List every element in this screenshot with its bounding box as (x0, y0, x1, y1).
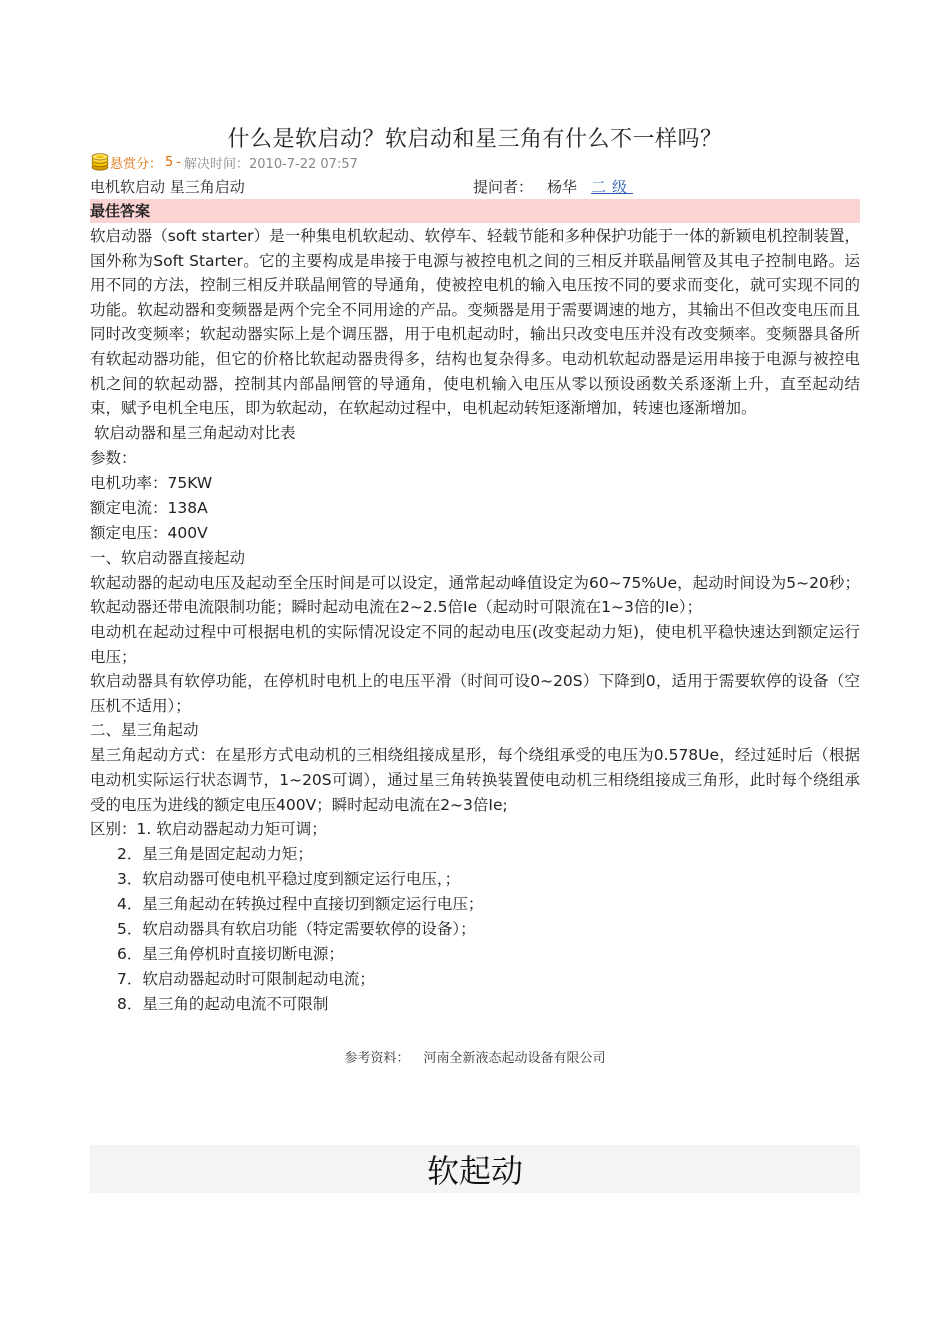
asker-label: 提问者： (473, 178, 534, 196)
asker-name: 杨华 (547, 178, 578, 196)
reference-label: 参考资料： (344, 1051, 410, 1066)
asker-level-link[interactable]: 二级 (591, 178, 634, 196)
section1-paragraph-1: 软起动器的起动电压及起动至全压时间是可以设定，通常起动峰值设定为60~75%Ue，起动时间设为5~20秒；软起动器还带电流限制功能；瞬时起动电流在2~2.5倍Ie（起动时可限流在1~3倍的Ie）； (90, 573, 860, 617)
reward-value: 5 (165, 154, 174, 170)
section2-paragraph-1: 星三角起动方式：在星形方式电动机的三相绕组接成星形，每个绕组承受的电压为0.578Ue，经过延时后（根据电动机实际运行状态调节，1~20S可调），通过星三角转换装置使电动机三相绕组接成三角形，此时每个绕组承受的电压为进线的额定电压400V；瞬时起动电流在2~3倍Ie; (90, 746, 860, 814)
question-title: 什么是软启动？软启动和星三角有什么不一样吗？ (227, 127, 723, 152)
best-answer-header: 最佳答案 (90, 199, 860, 223)
tags-row (90, 176, 860, 198)
reference-value: 河南全新液态起动设备有限公司 (423, 1051, 606, 1066)
param-voltage: 额定电压：400V (90, 523, 208, 542)
difference-item: 6．星三角停机时直接切断电源； (117, 945, 344, 964)
question-meta (90, 150, 358, 174)
difference-item: 8．星三角的起动电流不可限制 (117, 995, 329, 1014)
gold-coins-icon (90, 152, 110, 172)
difference-item: 4．星三角起动在转换过程中直接切到额定运行电压； (117, 895, 484, 914)
param-current: 额定电流：138A (90, 498, 208, 517)
asker-info (473, 176, 633, 197)
section-heading-box (90, 1145, 860, 1193)
difference-item: 3．软启动器可使电机平稳过度到额定运行电压，； (117, 870, 461, 889)
meta-separator: - (176, 154, 181, 170)
reward-label: 悬赏分： (110, 156, 163, 172)
answer-intro: 软启动器（soft starter）是一种集电机软起动、软停车、轻载节能和多种保护功能于一体的新颖电机控制装置，国外称为Soft Starter。它的主要构成是串接于电源与被控电机之间的三相反并联晶闸管及其电子控制电路。运用不同的方法，控制三相反并联晶闸管的导通角，使被控电机的输入电压按不同的要求而变化，就可实现不同的功能。软起动器和变频器是两个完全不同用途的产品。变频器是用于需要调速的地方，其输出不但改变电压而且同时改变频率；软起动器实际上是个调压器，用于电机起动时，输出只改变电压并没有改变频率。变频器具备所有软起动器功能，但它的价格比软起动器贵得多，结构也复杂得多。电动机软起动器是运用串接于电源与被控电机之间的软起动器，控制其内部晶闸管的导通角，使电机输入电压从零以预设函数关系逐渐上升，直至起动结束，赋予电机全电压，即为软起动，在软起动过程中，电机起动转矩逐渐增加，转速也逐渐增加。 (90, 227, 860, 418)
question-tags: 电机软启动 星三角启动 (90, 178, 245, 196)
section-heading: 软起动 (426, 1152, 523, 1190)
table-title: 软启动器和星三角起动对比表 (94, 423, 296, 442)
difference-first: 区别：1. 软启动器起动力矩可调； (90, 820, 327, 839)
answer-body (90, 224, 860, 1017)
difference-item: 7．软启动器起动时可限制起动电流； (117, 970, 375, 989)
difference-item: 2．星三角是固定起动力矩； (117, 845, 313, 864)
section1-paragraph-3: 软启动器具有软停功能，在停机时电机上的电压平滑（时间可设0~20S）下降到0，适用于需要软停的设备（空压机不适用）； (90, 672, 860, 715)
reference (90, 1047, 860, 1066)
difference-item: 5．软启动器具有软启功能（特定需要软停的设备）； (117, 920, 476, 939)
section2-title: 二、星三角起动 (90, 721, 199, 740)
section1-paragraph-2: 电动机在起动过程中可根据电机的实际情况设定不同的起动电压(改变起动力矩)，使电机平稳快速达到额定运行电压； (90, 622, 860, 666)
param-power: 电机功率：75KW (90, 473, 213, 492)
solved-time: 解决时间：2010-7-22 07:57 (184, 156, 358, 172)
section1-title: 一、软启动器直接起动 (90, 548, 246, 567)
params-label: 参数： (90, 448, 137, 467)
